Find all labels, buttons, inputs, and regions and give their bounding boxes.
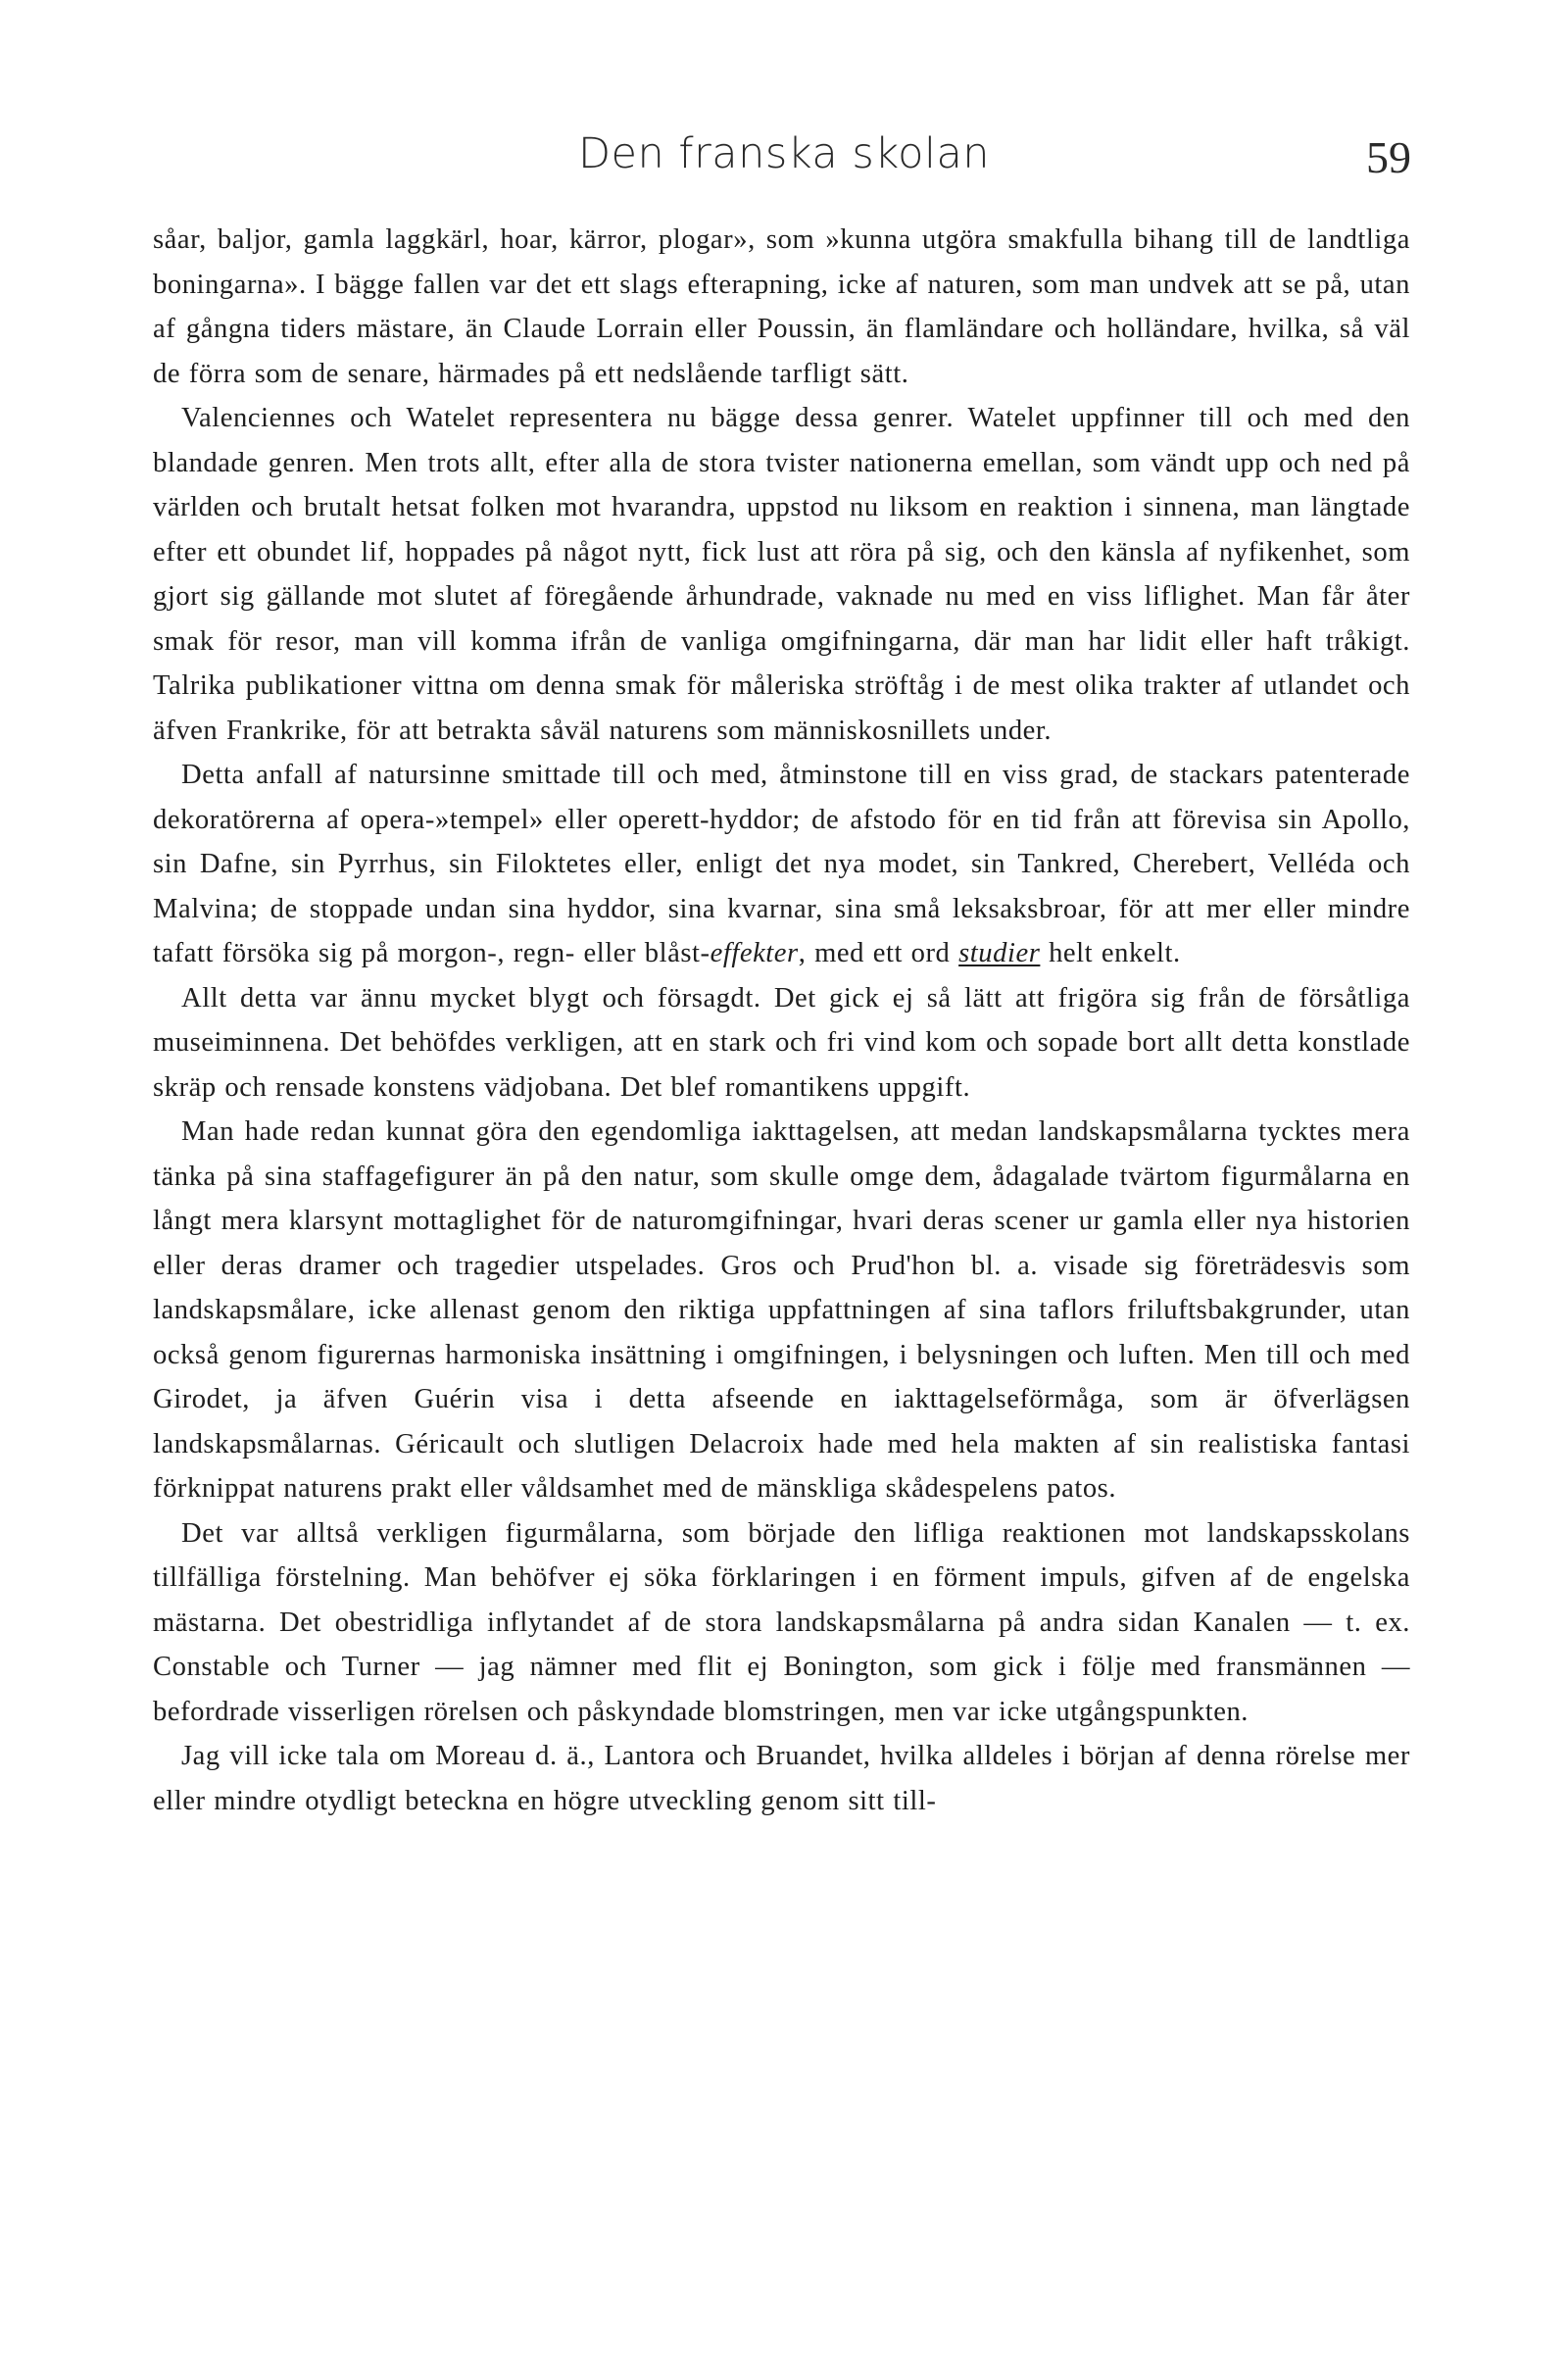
paragraph-5: Man hade redan kunnat göra den egendomliga iakttagelsen, att medan landskapsmålarna tycktes mera tänka på sina staffagefigurer än på den natur, som skulle omge dem, ådagalade tvärtom figurmålarna en långt mera klarsynt mottaglighet för de naturomgifningar, hvari deras scener ur gamla eller nya historien eller deras dramer och tragedier utspelades. Gros och Prud'hon bl. a. visade sig företrädesvis som landskapsmålare, icke allenast genom den riktiga uppfattningen af sina taflors friluftsbakgrunder, utan också genom figurernas harmoniska insättning i omgifningen, i belysningen och luften. Men till och med Girodet, ja äfven Guérin visa i detta afseende en iakttagelseförmåga, som är öfverlägsen landskapsmålarnas. Géricault och slutligen Delacroix hade med hela makten af sin realistiska fantasi förknippat naturens prakt eller våldsamhet med de mänskliga skådespelens patos. — [153, 1116, 1410, 1504]
paragraph-4: Allt detta var ännu mycket blygt och försagdt. Det gick ej så lätt att frigöra sig från de försåtliga museiminnena. Det behöfdes verkligen, att en stark och fri vind kom och sopade bort allt detta konstlade skräp och rensade konstens vädjobana. Det blef romantikens uppgift. — [153, 982, 1410, 1103]
paragraph-3-text-c: helt enkelt. — [1040, 938, 1181, 968]
paragraph-3-text-a: Detta anfall af natursinne smittade till och med, åtminstone till en viss grad, de stackars patenterade dekoratörerna af opera-»tempel» eller operett-hyddor; de afstodo för en tid från att förevisa sin Apollo, sin Dafne, sin Pyrrhus, sin Filoktetes eller, enligt det nya modet, sin Tankred, Cherebert, Velléda och Malvina; de stoppade undan sina hyddor, sina kvarnar, sina små leksaksbroar, för att mer eller mindre tafatt försöka sig på morgon-, regn- eller blåst- — [153, 760, 1410, 968]
page-number: 59 — [1366, 132, 1411, 182]
paragraph-7: Jag vill icke tala om Moreau d. ä., Lantora och Bruandet, hvilka alldeles i början af denna rörelse mer eller mindre otydligt beteckna en högre utveckling genom sitt till- — [153, 1741, 1410, 1816]
paragraph-2: Valenciennes och Watelet representera nu bägge dessa genrer. Watelet uppfinner till och med den blandade genren. Men trots allt, efter alla de stora tvister nationerna emellan, som vändt upp och ned på världen och brutalt hetsat folken mot hvarandra, uppstod nu liksom en reaktion i sinnena, man längtade efter ett obundet lif, hoppades på något nytt, fick lust att röra på sig, och den känsla af nyfikenhet, som gjort sig gällande mot slutet af föregående århundrade, vaknade nu med en viss liflighet. Man får åter smak för resor, man vill komma ifrån de vanliga omgifningarna, där man har lidit eller haft tråkigt. Talrika publikationer vittna om denna smak för måleriska ströftåg i de mest olika trakter af utlandet och äfven Frankrike, för att betrakta såväl naturens som människosnillets under. — [153, 403, 1410, 746]
running-title: Den franska skolan — [577, 129, 991, 178]
body-text — [153, 218, 1410, 1823]
paragraph-3 — [153, 753, 1410, 976]
running-head — [0, 129, 1568, 188]
paragraph-3-text-b: , med ett ord — [798, 938, 959, 968]
italic-word-studier: studier — [958, 938, 1041, 968]
paragraph-1: såar, baljor, gamla laggkärl, hoar, kärror, plogar», som »kunna utgöra smakfulla bihang till de landtliga boningarna». I bägge fallen var det ett slags efterapning, icke af naturen, som man undvek att se på, utan af gångna tiders mästare, än Claude Lorrain eller Poussin, än flamländare och holländare, hvilka, så väl de förra som de senare, härmades på ett nedslående tarfligt sätt. — [153, 224, 1410, 389]
italic-word-effekter: effekter — [710, 938, 799, 968]
paragraph-6: Det var alltså verkligen figurmålarna, som började den lifliga reaktionen mot landskapsskolans tillfälliga förstelning. Man behöfver ej söka förklaringen i en förment impuls, gifven af de engelska mästarna. Det obestridliga inflytandet af de stora landskapsmålarna på andra sidan Kanalen — t. ex. Constable och Turner — jag nämner med flit ej Bonington, som gick i följe med fransmännen — befordrade visserligen rörelsen och påskyndade blomstringen, men var icke utgångspunkten. — [153, 1517, 1410, 1727]
